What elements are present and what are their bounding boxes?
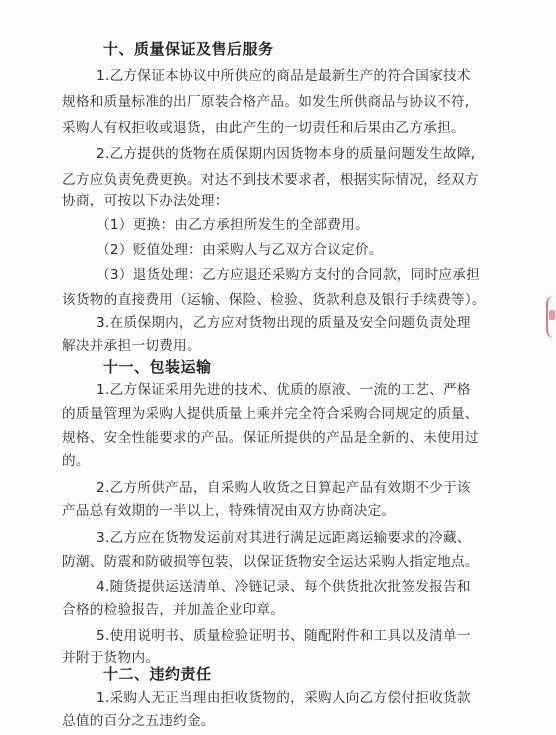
paragraph-line: 该货物的直接费用（运输、保险、检验、货款利息及银行手续费等）。 [62, 292, 486, 308]
paragraph-line: 3.在质保期内，乙方应对货物出现的质量及安全问题负责处理 [96, 315, 471, 331]
paragraph-line: 乙方应负责免费更换。对达不到技术要求者，根据实际情况，经双方 [62, 172, 479, 188]
paragraph-line: 采购人有权拒收或退货，由此产生的一切责任和后果由乙方承担。 [62, 120, 465, 136]
paragraph-line: （2）贬值处理：由采购人与乙双方合议定价。 [96, 242, 383, 258]
paragraph-line: （1）更换：由乙方承担所发生的全部费用。 [96, 217, 369, 233]
paragraph-line: 合格的检验报告，并加盖企业印章。 [62, 602, 285, 618]
paragraph-line: 规格、安全性能要求的产品。保证所提供的产品是全新的、未使用过 [62, 430, 479, 446]
section-heading-liability: 十二、违约责任 [103, 665, 212, 683]
paragraph-line: 防潮、防震和防破损等包装，以保证货物安全运达采购人指定地点。 [62, 554, 479, 570]
paragraph-line: 1.乙方保证采用先进的技术、优质的原液、一流的工艺、严格 [96, 382, 471, 398]
paragraph-line: （3）退货处理：乙方应退还采购方支付的合同款，同时应承担 [96, 267, 481, 283]
paragraph-line: 2.乙方所供产品，自采购人收货之日算起产品有效期不少于该 [96, 480, 471, 496]
paragraph-line: 规格和质量标准的出厂原装合格产品。如发生所供商品与协议不符, [62, 94, 470, 110]
paragraph-line: 4.随货提供运送清单、冷链记录、每个供货批次批签发报告和 [96, 579, 471, 595]
paragraph-line: 产品总有效期的一半以上，特殊情况由双方协商决定。 [62, 503, 396, 519]
paragraph-line: 的。 [62, 453, 90, 469]
section-heading-packaging: 十一、包装运输 [103, 358, 212, 376]
paragraph-line: 解决并承担一切费用。 [62, 338, 201, 354]
paragraph-line: 5.使用说明书、质量检验证明书、随配附件和工具以及清单一 [96, 628, 471, 644]
paragraph-line: 2.乙方提供的货物在质保期内因货物本身的质量问题发生故障, [96, 146, 476, 162]
red-seal-fragment [546, 296, 556, 338]
paragraph-line: 1.采购人无正当理由拒收货物的，采购人向乙方偿付拒收货款 [96, 690, 471, 706]
paragraph-line: 3.乙方应在货物发运前对其进行满足远距离运输要求的冷藏、 [96, 530, 471, 546]
paragraph-line: 协商，可按以下办法处理： [62, 193, 229, 209]
paragraph-line: 1.乙方保证本协议中所供应的商品是最新生产的符合国家技术 [96, 68, 471, 84]
paragraph-line: 的质量管理为采购人提供质量上乘并完全符合采购合同规定的质量、 [62, 406, 479, 422]
paragraph-line: 并附于货物内。 [62, 650, 160, 666]
section-heading-quality: 十、质量保证及售后服务 [103, 40, 274, 58]
paragraph-line: 总值的百分之五违约金。 [62, 713, 215, 729]
